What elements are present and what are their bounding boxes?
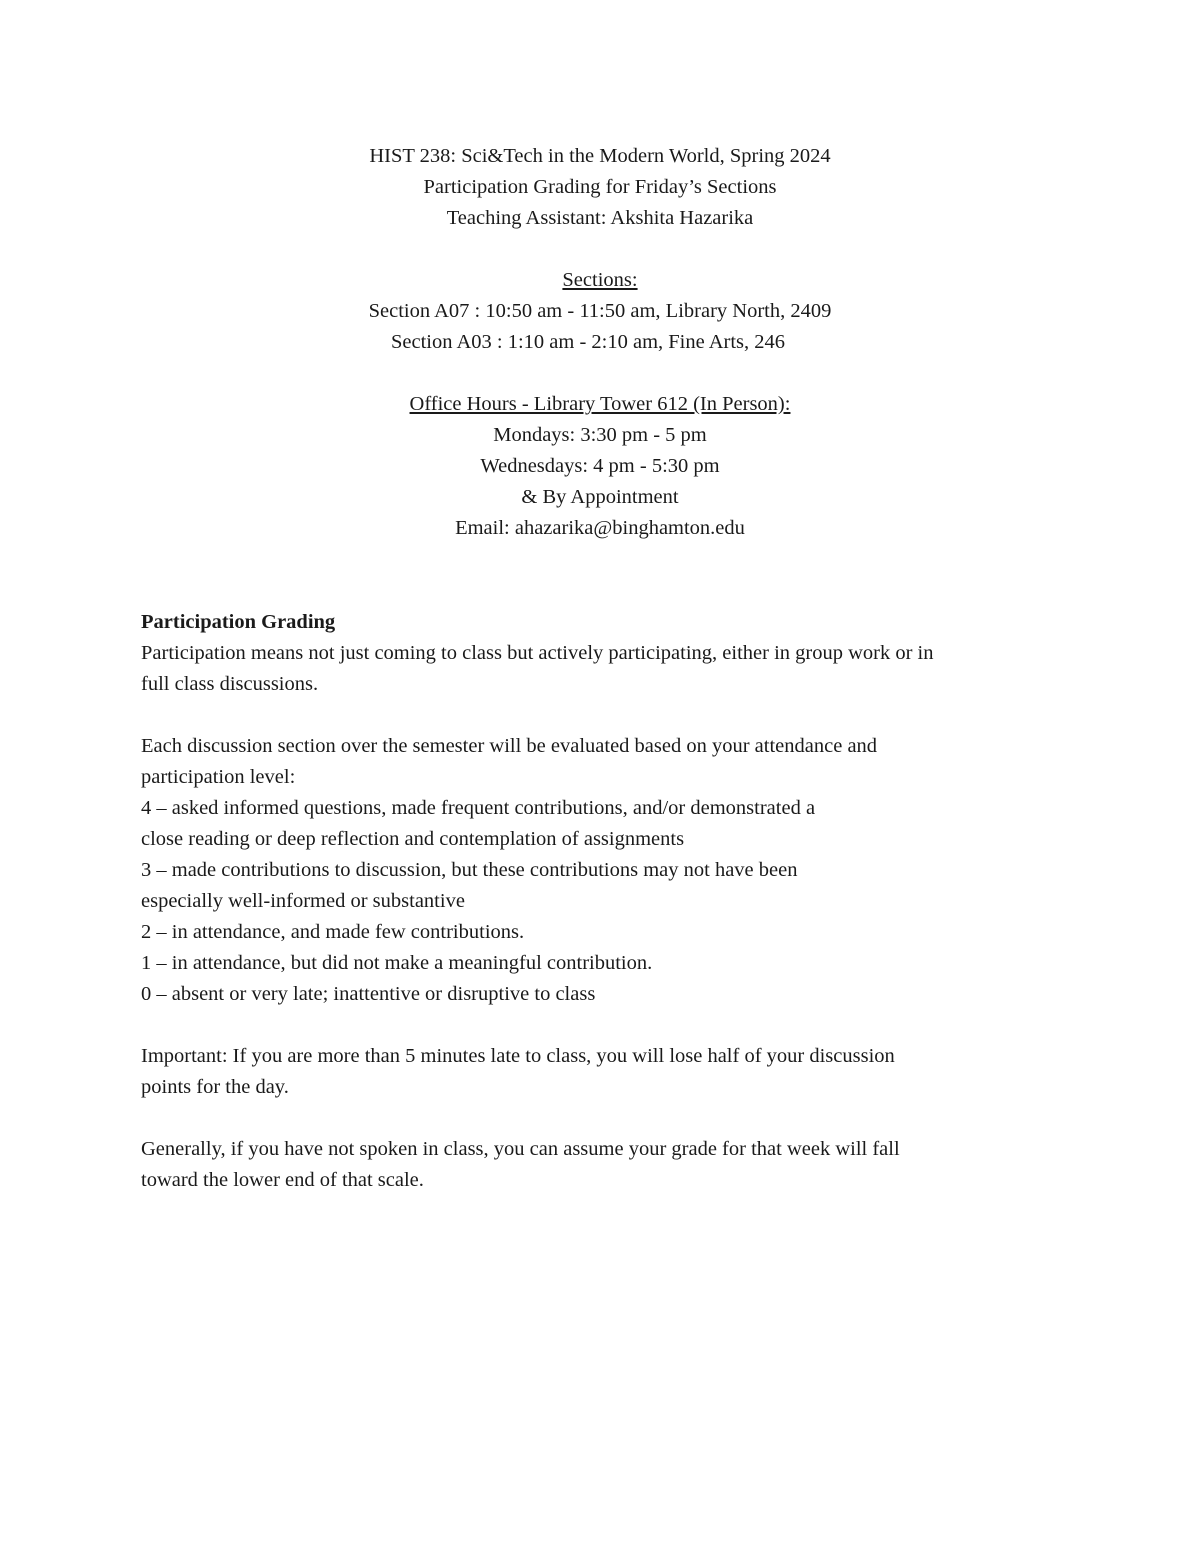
grade-4-line-2: close reading or deep reflection and contemplation of assignments [141,828,685,850]
section-a03: Section A03 : 1:10 am - 2:10 am, Fine Arts, 246 [390,331,786,353]
spacer [0,358,1200,389]
important-line-1: Important: If you are more than 5 minutes late to class, you will lose half of your discussion [141,1045,895,1067]
course-title: HIST 238: Sci&Tech in the Modern World, Spring 2024 [369,145,831,167]
office-hours-mondays: Mondays: 3:30 pm - 5 pm [493,424,707,446]
evaluation-line-1: Each discussion section over the semester will be evaluated based on your attendance and [141,735,878,757]
participation-heading: Participation Grading [141,611,336,633]
grade-0: 0 – absent or very late; inattentive or disruptive to class [141,983,596,1005]
office-hours-appointment: & By Appointment [521,486,679,508]
document-header [0,141,1200,544]
evaluation-line-2: participation level: [141,766,296,788]
document-subtitle: Participation Grading for Friday’s Sections [423,176,777,198]
spacer [141,1010,1071,1041]
spacer [141,1103,1071,1134]
general-line-2: toward the lower end of that scale. [141,1169,424,1191]
grade-1: 1 – in attendance, but did not make a meaningful contribution. [141,952,653,974]
document-body [141,607,1071,1196]
intro-line-2: full class discussions. [141,673,319,695]
general-line-1: Generally, if you have not spoken in class, you can assume your grade for that week will fall [141,1138,900,1160]
grade-3-line-1: 3 – made contributions to discussion, but these contributions may not have been [141,859,798,881]
grade-3-line-2: especially well-informed or substantive [141,890,465,912]
spacer [141,700,1071,731]
office-hours-heading: Office Hours - Library Tower 612 (In Person): [409,393,791,415]
sections-heading: Sections: [562,269,638,291]
office-hours-wednesdays: Wednesdays: 4 pm - 5:30 pm [480,455,720,477]
contact-email: Email: ahazarika@binghamton.edu [455,517,745,539]
spacer [0,234,1200,265]
grade-2: 2 – in attendance, and made few contributions. [141,921,525,943]
intro-line-1: Participation means not just coming to class but actively participating, either in group work or in [141,642,934,664]
important-line-2: points for the day. [141,1076,289,1098]
grade-4-line-1: 4 – asked informed questions, made frequent contributions, and/or demonstrated a [141,797,816,819]
section-a07: Section A07 : 10:50 am - 11:50 am, Library North, 2409 [368,300,832,322]
teaching-assistant: Teaching Assistant: Akshita Hazarika [446,207,754,229]
